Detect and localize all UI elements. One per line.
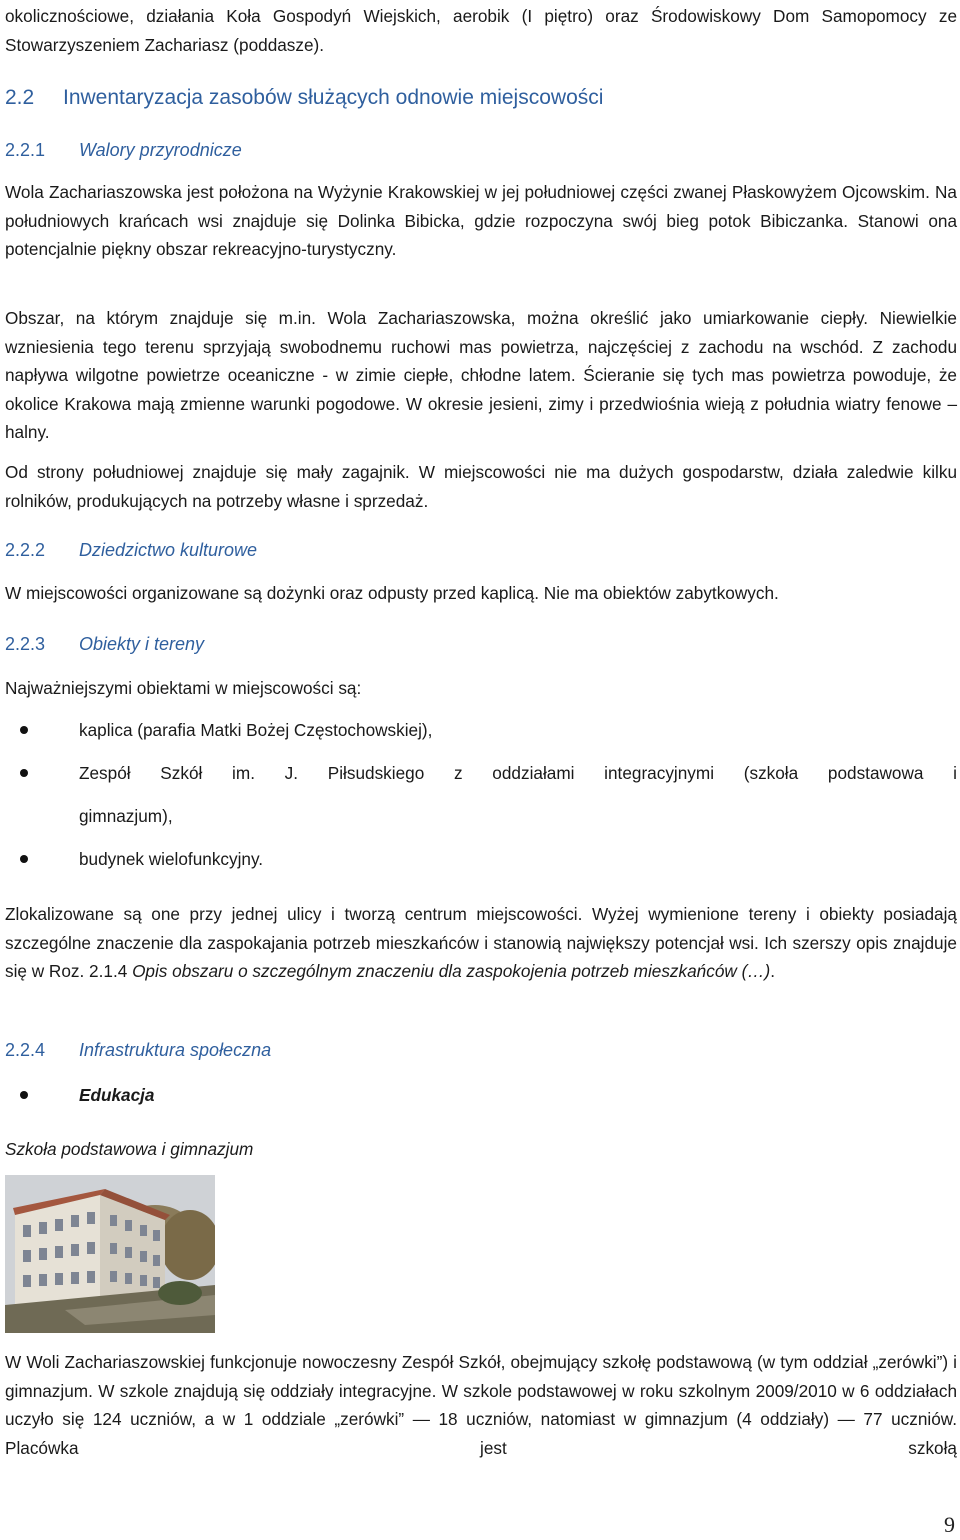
bullet-icon bbox=[20, 769, 28, 777]
section-number: 2.2.4 bbox=[5, 1040, 46, 1060]
section-title: Obiekty i tereny bbox=[79, 634, 205, 654]
bullet-icon bbox=[20, 726, 28, 734]
bullet-icon bbox=[20, 855, 28, 863]
section-title: Infrastruktura społeczna bbox=[79, 1040, 272, 1060]
section-number: 2.2.2 bbox=[5, 540, 46, 560]
section-title: Inwentaryzacja zasobów służących odnowie miejscowości bbox=[63, 86, 604, 109]
paragraph-objects-description: Zlokalizowane są one przy jednej ulicy i tworzą centrum miejscowości. Wyżej wymienione tereny i obiekty posiadają szczególne znaczenie dla zaspokajania potrzeb mieszkańców i stanowią największy potencjał wsi. Ich szerszy opis znajduje się w Roz. 2.1.4 Opis obszaru o szczególnym znaczeniu dla zaspokojenia potrzeb mieszkańców (…). bbox=[5, 904, 957, 981]
paragraph-school-description: W Woli Zachariaszowskiej funkcjonuje nowoczesny Zespół Szkół, obejmujący szkołę podstawową (w tym oddział „zerówki”) i gimnazjum. W szkole znajdują się oddziały integracyjne. W szkole podstawowej w roku szkolnym 2009/2010 w 6 oddziałach uczyło się 124 uczniów, a w 1 oddziale „zerówki” — 18 uczniów, natomiast w gimnazjum (4 oddziały) — 77 uczniów. Placówka jest szkołą bbox=[5, 1352, 957, 1458]
paragraph-climate: Obszar, na którym znajduje się m.in. Wola Zachariaszowska, można określić jako umiarkowanie ciepły. Niewielkie wzniesienia tego terenu sprzyjają swobodnemu ruchowi mas powietrza, najczęściej z zachodu na wschód. Z zachodu napływa wilgotne powietrze oceaniczne - w zimie ciepłe, chłodne latem. Ścieranie się tych mas powietrza powoduje, że okolice Krakowa mają zmienne warunki pogodowe. W okresie jesieni, zimy i przedwiośnia wieją z południa wiatry fenowe – halny. bbox=[5, 308, 957, 442]
section-number: 2.2.1 bbox=[5, 140, 46, 160]
paragraph-agriculture: Od strony południowej znajduje się mały zagajnik. W miejscowości nie ma dużych gospodarstw, działa zaledwie kilku rolników, produkujących na potrzeby własne i sprzedaż. bbox=[5, 462, 957, 511]
paragraph-cultural-heritage: W miejscowości organizowane są dożynki oraz odpusty przed kaplicą. Nie ma obiektów zabytkowych. bbox=[5, 583, 779, 603]
page-number: 9 bbox=[944, 1512, 955, 1537]
school-photo bbox=[5, 1175, 215, 1333]
continuation-paragraph: okolicznościowe, działania Koła Gospodyń Wiejskich, aerobik (I piętro) oraz Środowiskowy Dom Samopomocy ze Stowarzyszeniem Zachariasz (poddasze). bbox=[5, 6, 957, 55]
section-title: Walory przyrodnicze bbox=[79, 140, 242, 160]
chapter-reference: Opis obszaru o szczególnym znaczeniu dla zaspokojenia potrzeb mieszkańców (…) bbox=[132, 961, 771, 981]
subheading-school: Szkoła podstawowa i gimnazjum bbox=[5, 1139, 254, 1159]
paragraph-objects-intro: Najważniejszymi obiektami w miejscowości są: bbox=[5, 678, 362, 698]
section-heading-2-2-2 bbox=[5, 540, 257, 561]
section-heading-2-2-1 bbox=[5, 140, 242, 161]
section-heading-2-2 bbox=[5, 86, 603, 110]
section-heading-2-2-3 bbox=[5, 634, 204, 655]
paragraph-natural-values: Wola Zachariaszowska jest położona na Wyżynie Krakowskiej w jej południowej części zwanej Płaskowyżem Ojcowskim. Na południowych krańcach wsi znajduje się Dolinka Bibicka, gdzie rozpoczyna swój bieg potok Bibiczanka. Stanowi ona potencjalnie piękny obszar rekreacyjno-turystyczny. bbox=[5, 182, 957, 259]
section-number: 2.2.3 bbox=[5, 634, 46, 654]
bullet-icon bbox=[20, 1091, 28, 1099]
section-number: 2.2 bbox=[5, 86, 35, 109]
section-title: Dziedzictwo kulturowe bbox=[79, 540, 258, 560]
section-heading-2-2-4 bbox=[5, 1040, 271, 1061]
